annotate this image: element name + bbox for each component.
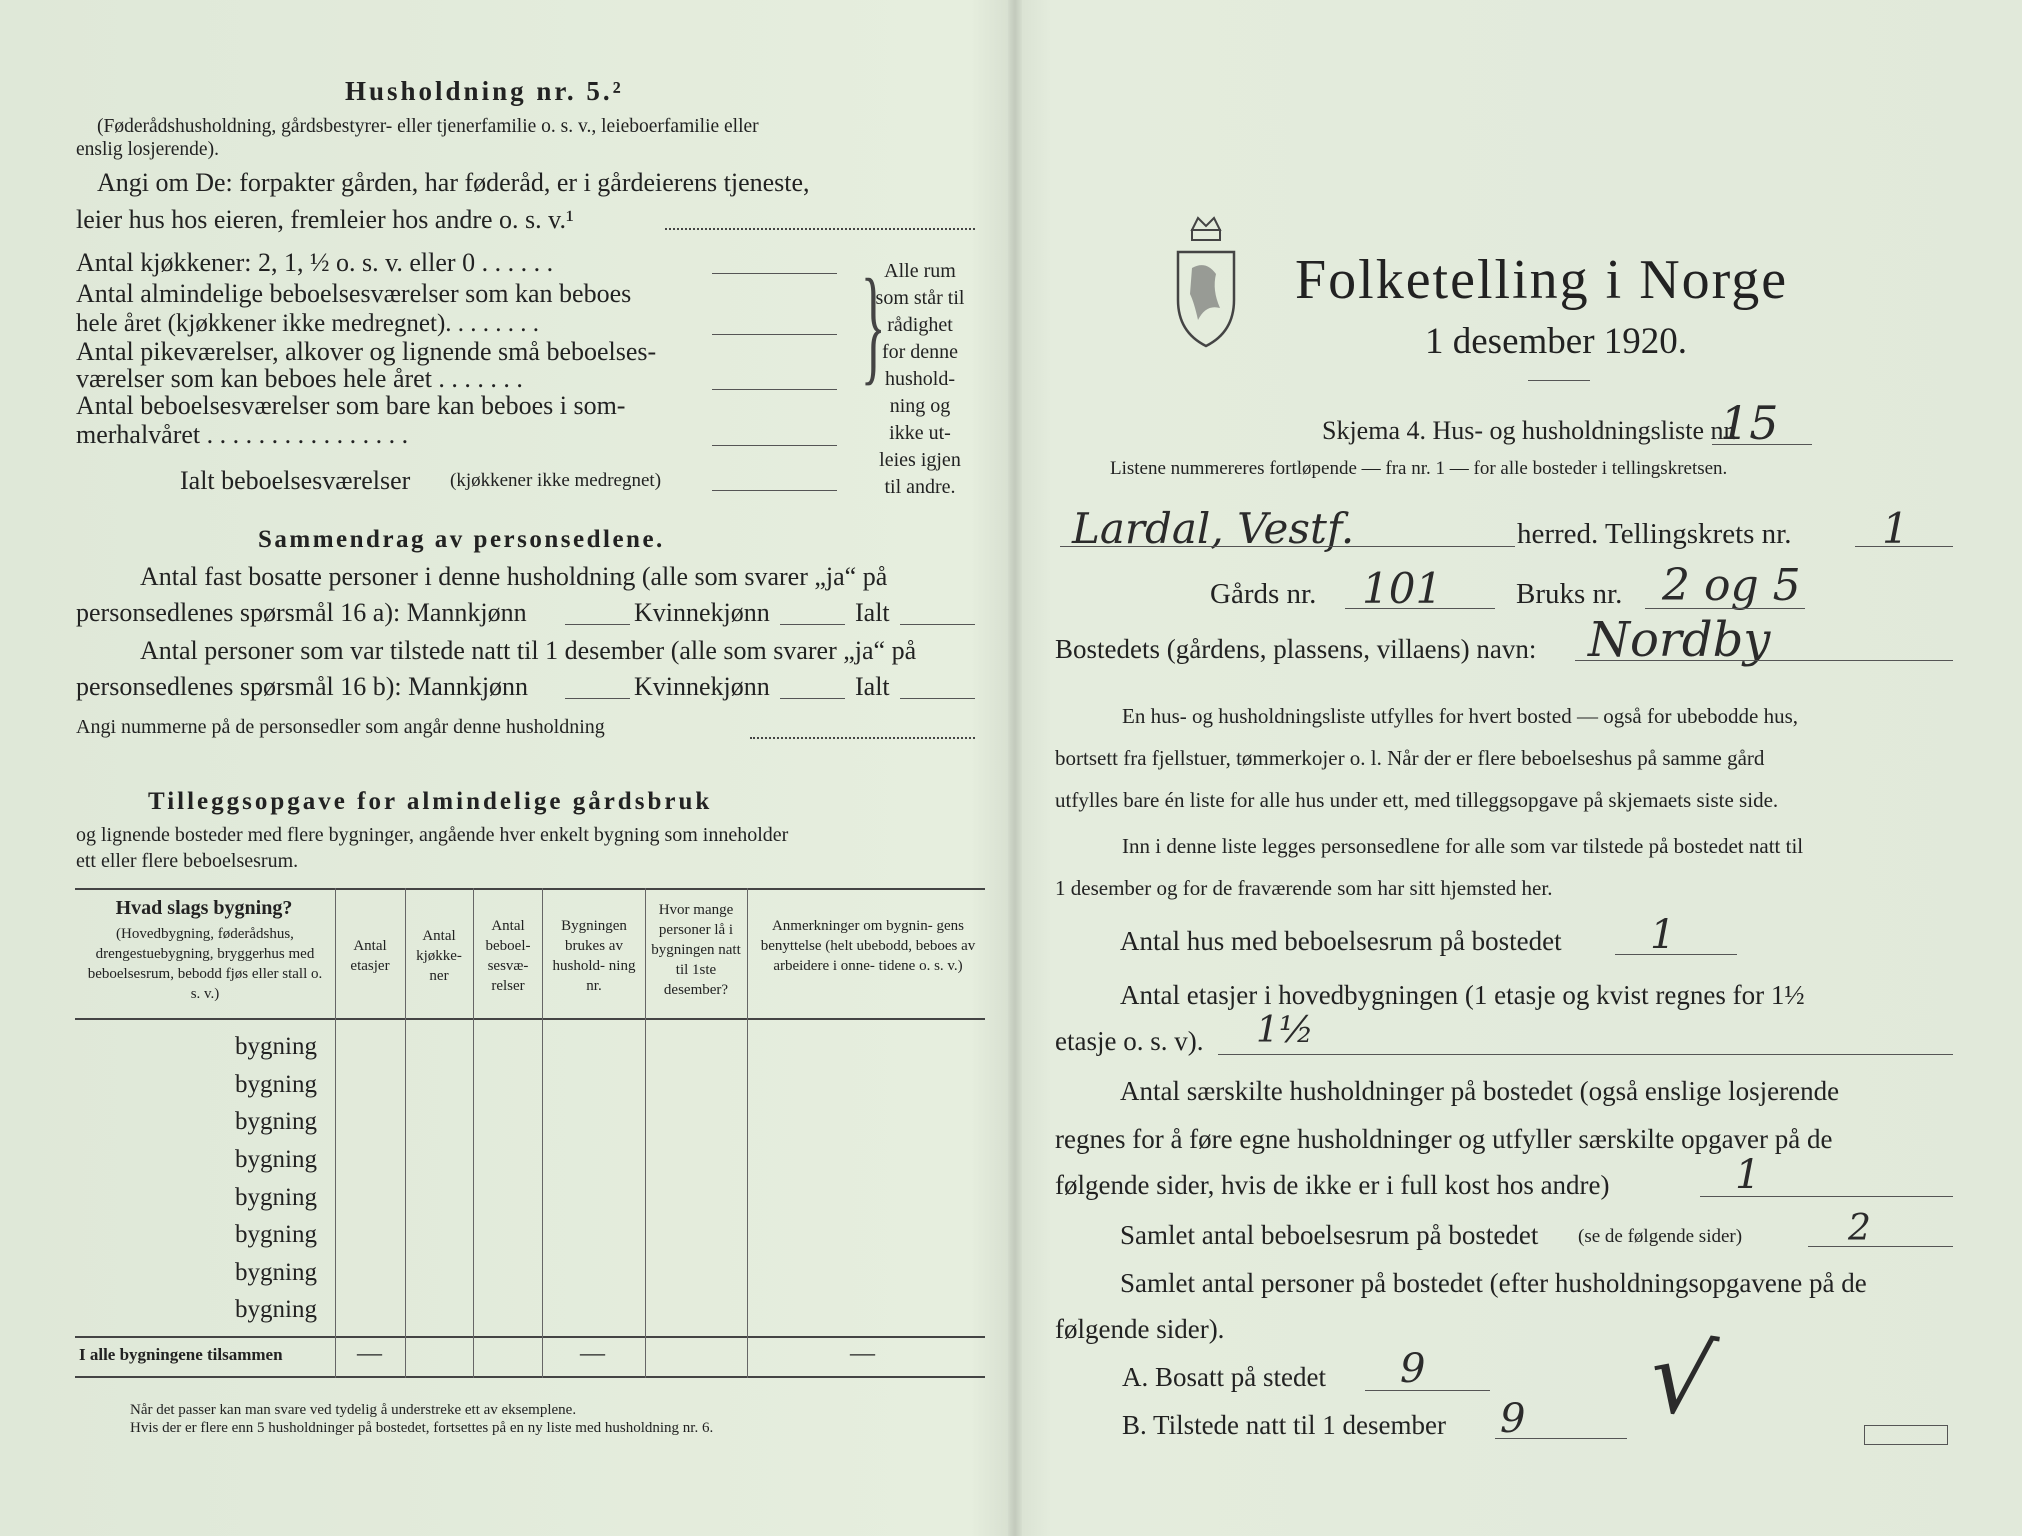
building-row-label: bygning xyxy=(235,1184,317,1211)
col-header-building-type-note: (Hovedbygning, føderådshus, drengestuebygning, bryggerhus med beboelsesrum, bebodd fjøs eller stall o. s. v.) xyxy=(87,926,323,1002)
saerskilte-line-1: Antal særskilte husholdninger på bostedet (også enslige losjerende xyxy=(1120,1076,1840,1106)
col-header-etasjer: Antal etasjer xyxy=(350,938,390,974)
krets-field[interactable] xyxy=(1855,546,1953,547)
summer-rooms-field[interactable] xyxy=(712,445,837,446)
rooms-summer-1: Antal beboelsesværelser som bare kan beboes i som- xyxy=(76,391,626,420)
rooms-ordinary-2: hele året (kjøkkener ikke medregnet). . . . . . . . xyxy=(76,310,540,337)
herred-label: herred. Tellingskrets nr. xyxy=(1517,518,1792,550)
angi-line-1: Angi om De: forpakter gården, har føderåd, er i gårdeierens tjeneste, xyxy=(97,168,810,197)
col-divider xyxy=(747,888,748,1378)
nummerne-label: Angi nummerne på de personsedler som angår denne husholdning xyxy=(76,716,605,738)
table-header-border xyxy=(75,1018,985,1020)
samlet-rum-label: Samlet antal beboelsesrum på bostedet xyxy=(1120,1220,1539,1250)
etasjer-value: 1½ xyxy=(1256,1010,1314,1051)
col-divider xyxy=(473,888,474,1378)
rooms-summer-2: merhalvåret . . . . . . . . . . . . . . . . xyxy=(76,420,409,449)
page-fold xyxy=(1008,0,1022,1536)
samlet-pers-line-1: Samlet antal personer på bostedet (efter husholdningsopgavene på de xyxy=(1120,1268,1867,1298)
list-number-value: 15 xyxy=(1720,396,1779,450)
antal-hus-value: 1 xyxy=(1650,912,1676,958)
side-note-line: ikke ut- xyxy=(889,422,951,444)
herred-field[interactable] xyxy=(1060,546,1515,547)
rooms-kitchens: Antal kjøkkener: 2, 1, ½ o. s. v. eller 0 . . . . . . xyxy=(76,248,554,277)
col-header-vaerelser: Antal beboel- sesvæ- relser xyxy=(485,918,531,994)
sammendrag-line-1: Antal fast bosatte personer i denne husholdning (alle som svarer „ja“ på xyxy=(140,562,888,591)
samlet-rum-note: (se de følgende sider) xyxy=(1578,1226,1743,1247)
tillegg-text-1: og lignende bosteder med flere bygninger, angående hver enkelt bygning som inneholder xyxy=(76,824,789,846)
ialt-rooms-note: (kjøkkener ikke medregnet) xyxy=(450,470,662,491)
gards-field[interactable] xyxy=(1345,608,1495,609)
kitchens-field[interactable] xyxy=(712,273,837,274)
samlet-rum-value: 2 xyxy=(1848,1208,1871,1249)
checkmark-icon: √ xyxy=(1642,1316,1722,1441)
tilstede-field[interactable] xyxy=(1495,1438,1627,1439)
building-row-label: bygning xyxy=(235,1071,317,1098)
listene-note: Listene nummereres fortløpende — fra nr. 1 — for alle bosteder i tellingskretsen. xyxy=(1110,458,1728,479)
kvinnekjonn-b-label: Kvinnekjønn xyxy=(634,672,770,701)
tillegg-title: Tilleggsopgave for almindelige gårdsbruk xyxy=(148,788,713,815)
antal-hus-field[interactable] xyxy=(1615,954,1737,955)
saerskilte-value: 1 xyxy=(1735,1152,1761,1198)
col-header-personer: Hvor mange personer lå i bygningen natt til 1ste desember? xyxy=(651,902,741,998)
census-title: Folketelling i Norge xyxy=(1295,249,1789,311)
table-bottom-border xyxy=(75,1376,985,1378)
building-row-label: bygning xyxy=(235,1033,317,1060)
side-note-line: leies igjen xyxy=(879,449,961,471)
col-header-kjokkener: Antal kjøkke- ner xyxy=(416,928,462,984)
herred-value: Lardal, Vestf. xyxy=(1072,504,1355,553)
building-row-label: bygning xyxy=(235,1259,317,1286)
col-divider xyxy=(335,888,336,1378)
sammendrag-line-3: Antal personer som var tilstede natt til 1 desember (alle som svarer „ja“ på xyxy=(140,636,917,665)
title-rule xyxy=(1528,380,1590,381)
skjema-label: Skjema 4. Hus- og husholdningsliste nr. xyxy=(1322,416,1738,445)
instructions-5: 1 desember og for de fraværende som har sitt hjemsted her. xyxy=(1055,876,1553,900)
kvinnekjonn-b-field[interactable] xyxy=(780,698,845,699)
building-table xyxy=(75,888,985,1388)
etasjer-line-1: Antal etasjer i hovedbygningen (1 etasje og kvist regnes for 1½ xyxy=(1120,980,1805,1010)
samlet-pers-line-2: følgende sider). xyxy=(1055,1314,1225,1344)
household-intro-1: (Føderådshusholdning, gårdsbestyrer- eller tjenerfamilie o. s. v., leieboerfamilie eller xyxy=(97,116,759,137)
side-note-line: rådighet xyxy=(887,314,953,336)
bosted-field[interactable] xyxy=(1575,660,1953,661)
total-etasjer-dash: — xyxy=(357,1340,382,1367)
ialt-a-field[interactable] xyxy=(900,624,975,625)
gards-value: 101 xyxy=(1362,564,1443,613)
col-header-husholdning: Bygningen brukes av hushold- ning nr. xyxy=(552,918,636,994)
building-row-label: bygning xyxy=(235,1296,317,1323)
saerskilte-field[interactable] xyxy=(1700,1196,1953,1197)
table-top-border xyxy=(75,888,985,890)
household-title: Husholdning nr. 5.² xyxy=(345,76,624,106)
footnote-1: Når det passer kan man svare ved tydelig å understreke ett av eksemplene. xyxy=(130,1402,577,1418)
ialt-b-field[interactable] xyxy=(900,698,975,699)
ialt-rooms-field[interactable] xyxy=(712,490,837,491)
printer-stamp xyxy=(1864,1425,1948,1445)
footnote-2: Hvis der er flere enn 5 husholdninger på bostedet, fortsettes på en ny liste med husholdning nr. 6. xyxy=(130,1420,714,1436)
rooms-maid-1: Antal pikeværelser, alkover og lignende små beboelses- xyxy=(76,337,657,366)
sammendrag-line-2: personsedlenes spørsmål 16 a): Mannkjønn xyxy=(76,598,527,627)
angi-answer-line[interactable] xyxy=(665,228,975,230)
brace: } xyxy=(860,253,886,397)
mannkjonn-b-field[interactable] xyxy=(565,698,630,699)
col-divider xyxy=(542,888,543,1378)
bosatt-field[interactable] xyxy=(1365,1390,1490,1391)
antal-hus-label: Antal hus med beboelsesrum på bostedet xyxy=(1120,926,1562,956)
tilstede-value: 9 xyxy=(1500,1396,1526,1442)
tilstede-label: B. Tilstede natt til 1 desember xyxy=(1122,1410,1446,1440)
col-divider xyxy=(405,888,406,1378)
nummerne-field[interactable] xyxy=(750,737,975,739)
bruks-value: 2 og 5 xyxy=(1662,560,1801,611)
norway-coat-of-arms-icon xyxy=(1172,208,1240,350)
side-note-line: Alle rum xyxy=(884,260,956,282)
instructions-3: utfylles bare én liste for alle hus under ett, med tilleggsopgave på skjemaets siste side. xyxy=(1055,788,1779,812)
rooms-side-note xyxy=(870,258,970,501)
bosted-value: Nordby xyxy=(1588,612,1771,668)
kvinnekjonn-a-label: Kvinnekjønn xyxy=(634,598,770,627)
table-total-border xyxy=(75,1336,985,1338)
sammendrag-title: Sammendrag av personsedlene. xyxy=(258,526,665,553)
building-row-label: bygning xyxy=(235,1146,317,1173)
ialt-b-label: Ialt xyxy=(855,672,890,701)
instructions-2: bortsett fra fjellstuer, tømmerkojer o. l. Når der er flere beboelseshus på samme gård xyxy=(1055,746,1765,770)
col-divider xyxy=(645,888,646,1378)
building-row-label: bygning xyxy=(235,1221,317,1248)
col-header-building-type: Hvad slags bygning? xyxy=(115,897,293,919)
samlet-rum-field[interactable] xyxy=(1808,1246,1953,1247)
etasjer-line-2: etasje o. s. v). xyxy=(1055,1026,1204,1056)
sammendrag-line-4: personsedlenes spørsmål 16 b): Mannkjønn xyxy=(76,672,529,701)
bruks-label: Bruks nr. xyxy=(1516,578,1623,610)
bosatt-label: A. Bosatt på stedet xyxy=(1122,1362,1326,1392)
ialt-rooms-label: Ialt beboelsesværelser xyxy=(180,466,411,495)
side-note-line: som står til xyxy=(875,287,965,309)
side-note-line: ning og xyxy=(889,395,951,417)
bruks-field[interactable] xyxy=(1645,608,1805,609)
bosatt-value: 9 xyxy=(1400,1346,1426,1392)
saerskilte-line-2: regnes for å føre egne husholdninger og utfyller særskilte opgaver på de xyxy=(1055,1124,1833,1154)
household-intro-2: enslig losjerende). xyxy=(76,139,219,160)
col-header-anmerkninger: Anmerkninger om bygnin- gens benyttelse (helt ubebodd, beboes av arbeidere i onne- tidene o. s. v.) xyxy=(760,918,976,974)
bosted-label: Bostedets (gårdens, plassens, villaens) navn: xyxy=(1055,634,1537,664)
ordinary-rooms-field[interactable] xyxy=(712,334,837,335)
krets-value: 1 xyxy=(1882,504,1909,553)
side-note-line: til andre. xyxy=(884,476,956,498)
tillegg-text-2: ett eller flere beboelsesrum. xyxy=(76,850,299,872)
kvinnekjonn-a-field[interactable] xyxy=(780,624,845,625)
rooms-ordinary-1: Antal almindelige beboelsesværelser som kan beboes xyxy=(76,279,632,308)
instructions-4: Inn i denne liste legges personsedlene for alle som var tilstede på bostedet natt til xyxy=(1122,834,1804,858)
total-anmerkninger-dash: — xyxy=(850,1340,875,1367)
etasjer-field[interactable] xyxy=(1218,1054,1953,1055)
census-date: 1 desember 1920. xyxy=(1425,321,1688,362)
side-note-line: hushold- xyxy=(885,368,955,390)
gards-label: Gårds nr. xyxy=(1210,578,1317,610)
ialt-a-label: Ialt xyxy=(855,598,890,627)
rooms-maid-2: værelser som kan beboes hele året . . . . . . . xyxy=(76,364,523,393)
saerskilte-line-3: følgende sider, hvis de ikke er i full kost hos andre) xyxy=(1055,1170,1610,1200)
maid-rooms-field[interactable] xyxy=(712,389,837,390)
list-number-field[interactable] xyxy=(1712,444,1812,445)
angi-line-2: leier hus hos eieren, fremleier hos andre o. s. v.¹ xyxy=(76,205,574,234)
total-husholdning-dash: — xyxy=(580,1340,605,1367)
mannkjonn-a-field[interactable] xyxy=(565,624,630,625)
instructions-1: En hus- og husholdningsliste utfylles for hvert bosted — også for ubebodde hus, xyxy=(1122,704,1798,728)
side-note-line: for denne xyxy=(881,341,959,363)
building-row-label: bygning xyxy=(235,1108,317,1135)
total-row-label: I alle bygningene tilsammen xyxy=(79,1345,283,1364)
